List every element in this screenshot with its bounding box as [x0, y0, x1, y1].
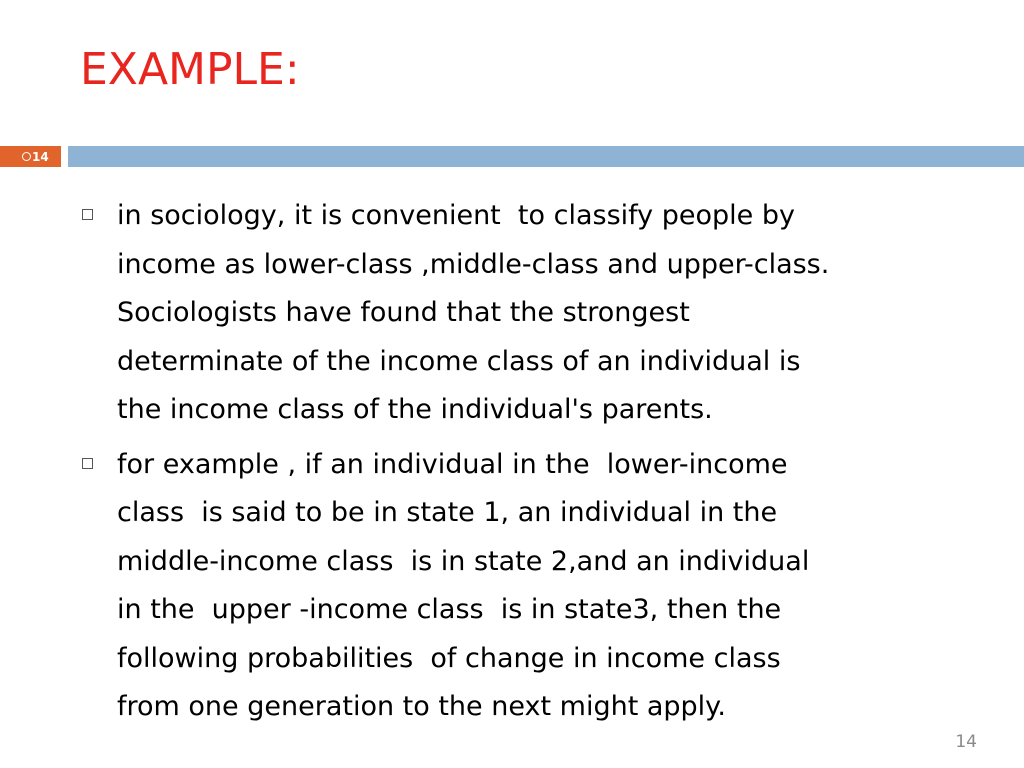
slide-number-badge: [0, 146, 61, 167]
bullet-list: [82, 192, 982, 738]
bullet-item: [82, 441, 982, 732]
page-number: 14: [955, 732, 977, 752]
bullet-text: in sociology, it is convenient to classify people by income as lower-class ,middle-class and upper-class. Sociologists have found that the strongest determinate of the income class of an individual is the income class of the individual's parents.: [117, 200, 830, 425]
bullet-item: [82, 192, 982, 435]
bullet-text: for example , if an individual in the lower-income class is said to be in state 1, an individual in the middle-income class is in state 2,and an individual in the upper -income class is in state3, then the following probabilities of change in income class from one generation to the next might apply.: [117, 448, 810, 722]
slide-number-badge-label: 14: [32, 149, 49, 164]
slide-title: EXAMPLE:: [80, 44, 300, 95]
square-bullet-icon: [82, 458, 93, 469]
header-rule-bar: [68, 146, 1024, 167]
square-bullet-icon: [82, 209, 93, 220]
circle-icon: [22, 152, 31, 161]
